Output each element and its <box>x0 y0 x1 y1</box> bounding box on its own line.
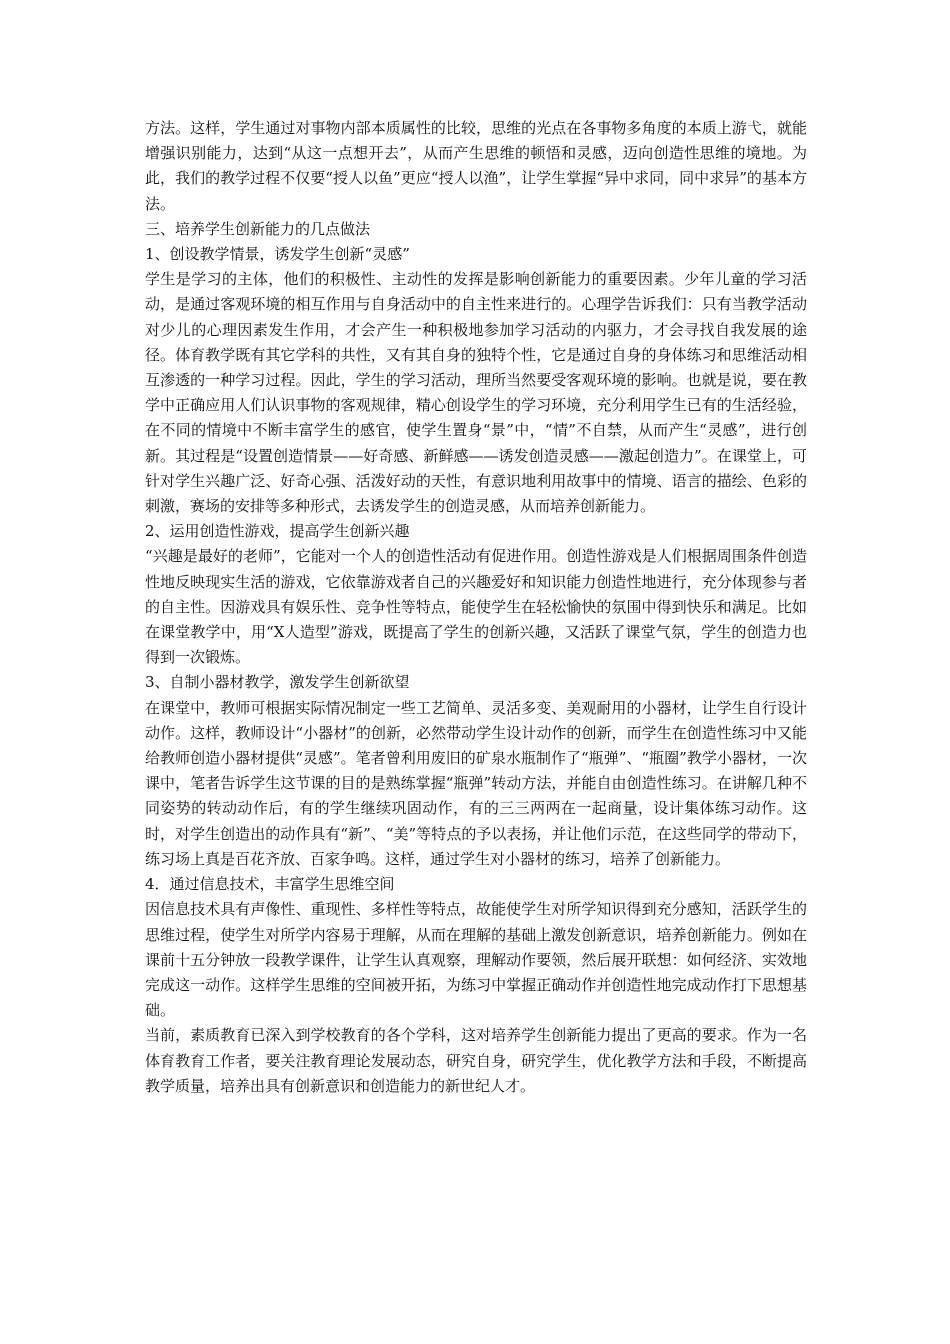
paragraph-2: “兴趣是最好的老师”，它能对一个人的创造性活动有促进作用。创造性游戏是人们根据周围条件创造性地反映现实生活的游戏，它依靠游戏者自己的兴趣爱好和知识能力创造性地进行，充分体现参与者的自主性。因游戏具有娱乐性、竞争性等特点，能使学生在轻松愉快的氛围中得到快乐和满足。比如在课堂教学中，用“X人造型”游戏，既提高了学生的创新兴趣，又活跃了课堂气氛，学生的创造力也得到一次锻炼。 <box>145 547 807 667</box>
subheading-4: 4．通过信息技术，丰富学生思维空间 <box>145 875 395 894</box>
section-heading-3: 三、培养学生创新能力的几点做法 <box>145 219 371 238</box>
document-body <box>145 116 807 1099</box>
subheading-1: 1、创设教学情景，诱发学生创新“灵感” <box>145 245 410 264</box>
paragraph-1: 学生是学习的主体，他们的积极性、主动性的发挥是影响创新能力的重要因素。少年儿童的学习活动，是通过客观环境的相互作用与自身活动中的自主性来进行的。心理学告诉我们：只有当教学活动对少儿的心理因素发生作用，才会产生一种积极地参加学习活动的内驱力，才会寻找自我发展的途径。体育教学既有其它学科的共性，又有其自身的独特个性，它是通过自身的身体练习和思维活动相互渗透的一种学习过程。因此，学生的学习活动，理所当然要受客观环境的影响。也就是说，要在教学中正确应用人们认识事物的客观规律，精心创设学生的学习环境，充分利用学生已有的生活经验，在不同的情境中不断丰富学生的感官，使学生置身“景”中，“情”不自禁，从而产生“灵感”，进行创新。其过程是“设置创造情景——好奇感、新鲜感——诱发创造灵感——激起创造力”。在课堂上，可针对学生兴趣广泛、好奇心强、活泼好动的天性，有意识地利用故事中的情境、语言的描绘、色彩的刺激，赛场的安排等多种形式，去诱发学生的创造灵感，从而培养创新能力。 <box>145 270 807 516</box>
paragraph-4: 因信息技术具有声像性、重现性、多样性等特点，故能使学生对所学知识得到充分感知，活跃学生的思维过程，使学生对所学内容易于理解，从而在理解的基础上激发创新意识，培养创新能力。例如在课前十五分钟放一段教学课件，让学生认真观察，理解动作要领，然后展开联想：如何经济、实效地完成这一动作。这样学生思维的空间被开拓，为练习中掌握正确动作并创造性地完成动作打下思想基础。 <box>145 900 807 1020</box>
paragraph-3: 在课堂中，教师可根据实际情况制定一些工艺简单、灵活多变、美观耐用的小器材，让学生自行设计动作。这样，教师设计“小器材”的创新，必然带动学生设计动作的创新，而学生在创造性练习中又能给教师创造小器材提供“灵感”。笔者曾利用废旧的矿泉水瓶制作了“瓶弹”、“瓶圈”教学小器材，一次课中，笔者告诉学生这节课的目的是熟练掌握“瓶弹”转动方法，并能自由创造性练习。在讲解几种不同姿势的转动动作后，有的学生继续巩固动作，有的三三两两在一起商量，设计集体练习动作。这时，对学生创造出的动作具有“新”、“美”等特点的予以表扬，并让他们示范，在这些同学的带动下，练习场上真是百花齐放、百家争鸣。这样，通过学生对小器材的练习，培养了创新能力。 <box>145 698 807 868</box>
subheading-3: 3、自制小器材教学，激发学生创新欲望 <box>145 673 410 692</box>
paragraph-intro-continuation: 方法。这样，学生通过对事物内部本质属性的比较，思维的光点在各事物多角度的本质上游弋，就能增强识别能力，达到“从这一点想开去”，从而产生思维的顿悟和灵感，迈向创造性思维的境地。为此，我们的教学过程不仅要“授人以鱼”更应“授人以渔”，让学生掌握“异中求同，同中求异”的基本方法。 <box>145 119 807 213</box>
paragraph-conclusion: 当前，素质教育已深入到学校教育的各个学科，这对培养学生创新能力提出了更高的要求。作为一名体育教育工作者，要关注教育理论发展动态，研究自身，研究学生，优化教学方法和手段，不断提高教学质量，培养出具有创新意识和创造能力的新世纪人才。 <box>145 1026 807 1095</box>
subheading-2: 2、运用创造性游戏，提高学生创新兴趣 <box>145 522 410 541</box>
